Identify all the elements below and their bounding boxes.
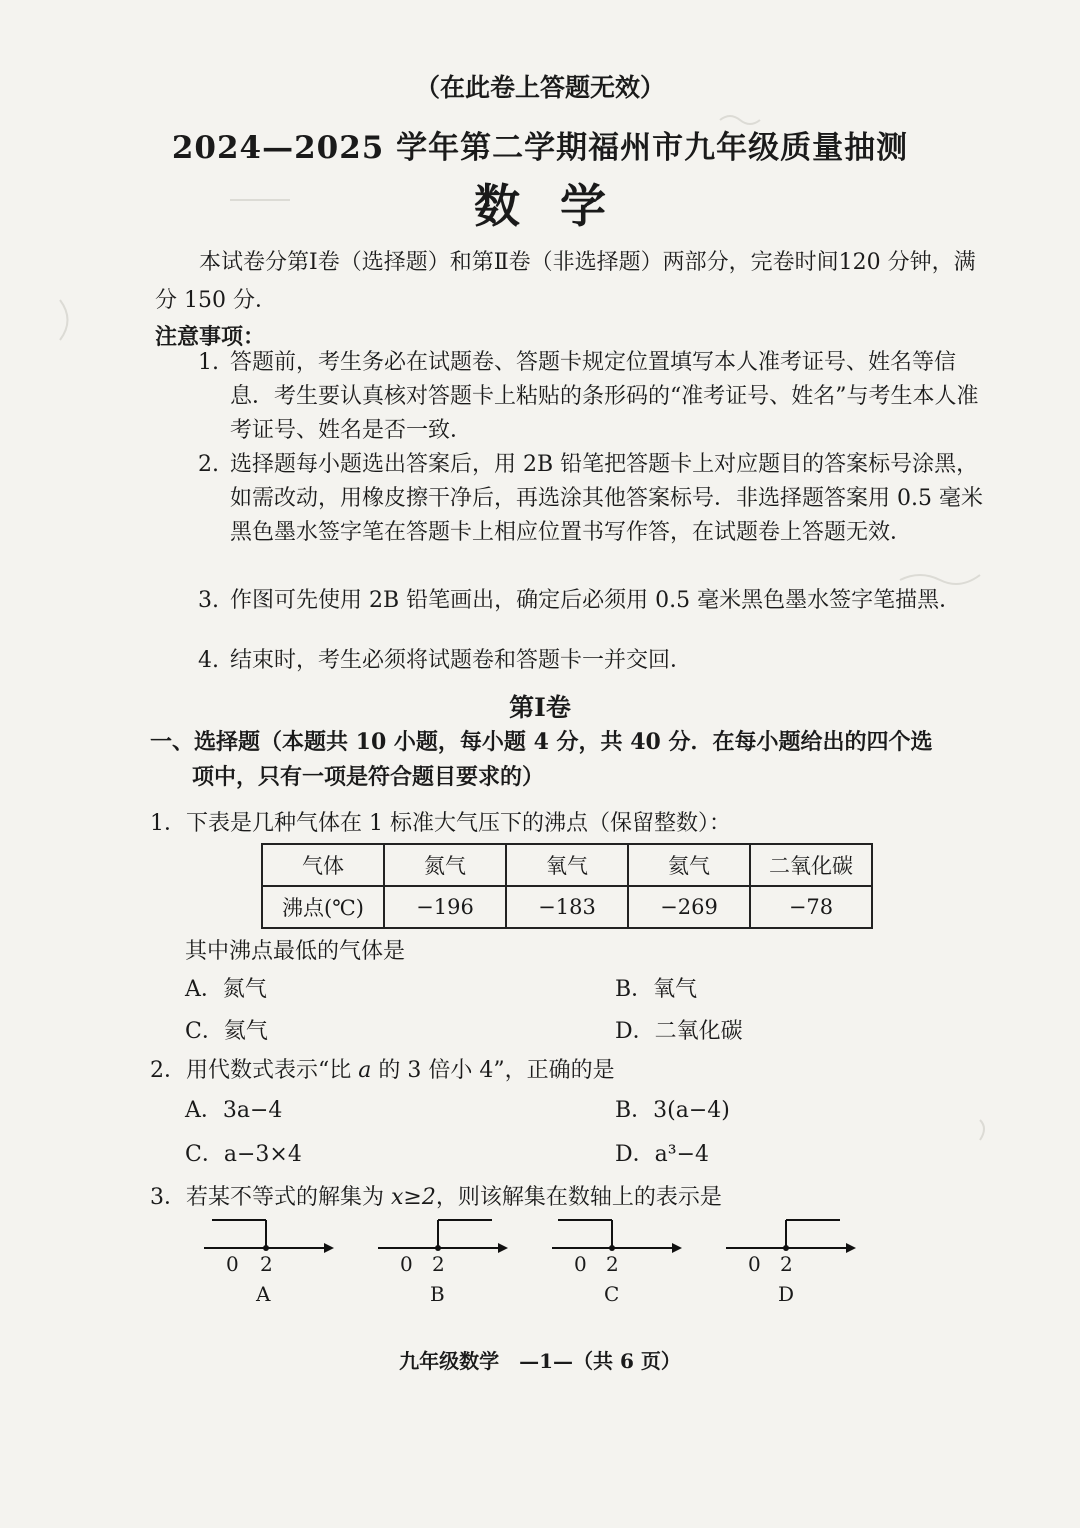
axis-option-label: D <box>778 1282 795 1306</box>
axis-zero-label: 0 <box>574 1252 587 1276</box>
axis-zero-label: 0 <box>226 1252 239 1276</box>
note-number: 3. <box>198 588 219 613</box>
note-text: 结束时，考生必须将试题卷和答题卡一并交回． <box>230 648 693 673</box>
q1-option-c: C．氦气 <box>185 1019 268 1044</box>
table-cell: −78 <box>750 886 872 928</box>
note-item <box>200 448 985 550</box>
table-row <box>262 844 872 886</box>
q2-stem <box>150 1053 615 1084</box>
axis-zero-label: 0 <box>748 1252 761 1276</box>
q3-expression: x≥2 <box>391 1185 436 1210</box>
axis-option-label: C <box>604 1282 620 1306</box>
note-item <box>200 584 985 618</box>
table-cell: 沸点(℃) <box>262 886 384 928</box>
q2-option-d: D．a³−4 <box>615 1142 710 1167</box>
number-line-b <box>374 1212 514 1312</box>
exam-title: 2024—2025 学年第二学期福州市九年级质量抽测 <box>171 130 909 166</box>
table-cell: −269 <box>628 886 750 928</box>
q2-stem-pre: 2．用代数式表示“比 <box>150 1058 359 1083</box>
answer-invalid-notice: （在此卷上答题无效） <box>414 73 665 102</box>
note-text: 选择题每小题选出答案后，用 2B 铅笔把答题卡上对应题目的答案标号涂黑，如需改动，用橡皮擦干净后，再选涂其他答案标号．非选择题答案用 0.5 毫米黑色墨水签字笔在答题卡上相应位置书写作答，在试题卷上答题无效． <box>230 452 983 545</box>
section-line-2: 项中，只有一项是符合题目要求的） <box>192 764 545 790</box>
page-footer: 九年级数学 —1—（共 6 页） <box>399 1349 681 1373</box>
table-cell: 氮气 <box>384 844 506 886</box>
note-number: 1. <box>198 350 219 375</box>
axis-option-label: B <box>430 1282 445 1306</box>
q3-stem-post: ，则该解集在数轴上的表示是 <box>435 1185 722 1210</box>
table-cell: 氧气 <box>506 844 628 886</box>
note-number: 4. <box>198 648 219 673</box>
axis-two-label: 2 <box>260 1252 273 1276</box>
q1-question: 其中沸点最低的气体是 <box>185 939 406 964</box>
section-line-1: 一、选择题（本题共 10 小题，每小题 4 分，共 40 分．在每小题给出的四个选 <box>150 729 933 755</box>
q1-option-b: B．氧气 <box>615 977 698 1002</box>
q3-stem-pre: 3．若某不等式的解集为 <box>150 1185 391 1210</box>
note-text: 作图可先使用 2B 铅笔画出，确定后必须用 0.5 毫米黑色墨水签字笔描黑． <box>230 588 962 613</box>
q1-stem: 1．下表是几种气体在 1 标准大气压下的沸点（保留整数）： <box>150 811 731 836</box>
table-cell: −196 <box>384 886 506 928</box>
axis-two-label: 2 <box>780 1252 793 1276</box>
q2-option-a: A．3a−4 <box>185 1098 283 1123</box>
q1-option-d: D．二氧化碳 <box>615 1019 743 1044</box>
q2-stem-post: 的 3 倍小 4”，正确的是 <box>371 1058 615 1083</box>
notes-heading: 注意事项： <box>155 324 266 350</box>
q2-option-c: C．a−3×4 <box>185 1142 302 1167</box>
subject-title: 数学 <box>474 179 646 233</box>
table-cell: −183 <box>506 886 628 928</box>
table-cell: 气体 <box>262 844 384 886</box>
number-line-d <box>722 1212 862 1312</box>
q3-stem <box>150 1180 722 1211</box>
section-heading <box>150 725 985 795</box>
boiling-point-table <box>261 843 873 929</box>
intro-paragraph: 本试卷分第Ⅰ卷（选择题）和第Ⅱ卷（非选择题）两部分，完卷时间120 分钟，满分 150 分． <box>155 250 976 313</box>
note-number: 2. <box>198 452 219 477</box>
number-line-a <box>200 1212 340 1312</box>
q2-variable: a <box>358 1058 372 1083</box>
note-item <box>200 346 985 448</box>
q1-option-a: A．氮气 <box>185 977 267 1002</box>
note-item <box>200 644 985 678</box>
note-text: 答题前，考生务必在试题卷、答题卡规定位置填写本人准考证号、姓名等信息．考生要认真核对答题卡上粘贴的条形码的“准考证号、姓名”与考生本人准考证号、姓名是否一致． <box>230 350 979 443</box>
volume-heading: 第Ⅰ卷 <box>509 693 571 722</box>
axis-zero-label: 0 <box>400 1252 413 1276</box>
table-cell: 二氧化碳 <box>750 844 872 886</box>
axis-option-label: A <box>256 1282 271 1306</box>
number-line-c <box>548 1212 688 1312</box>
table-cell: 氦气 <box>628 844 750 886</box>
q2-option-b: B．3(a−4) <box>615 1098 730 1123</box>
axis-two-label: 2 <box>606 1252 619 1276</box>
axis-two-label: 2 <box>432 1252 445 1276</box>
table-row <box>262 886 872 928</box>
